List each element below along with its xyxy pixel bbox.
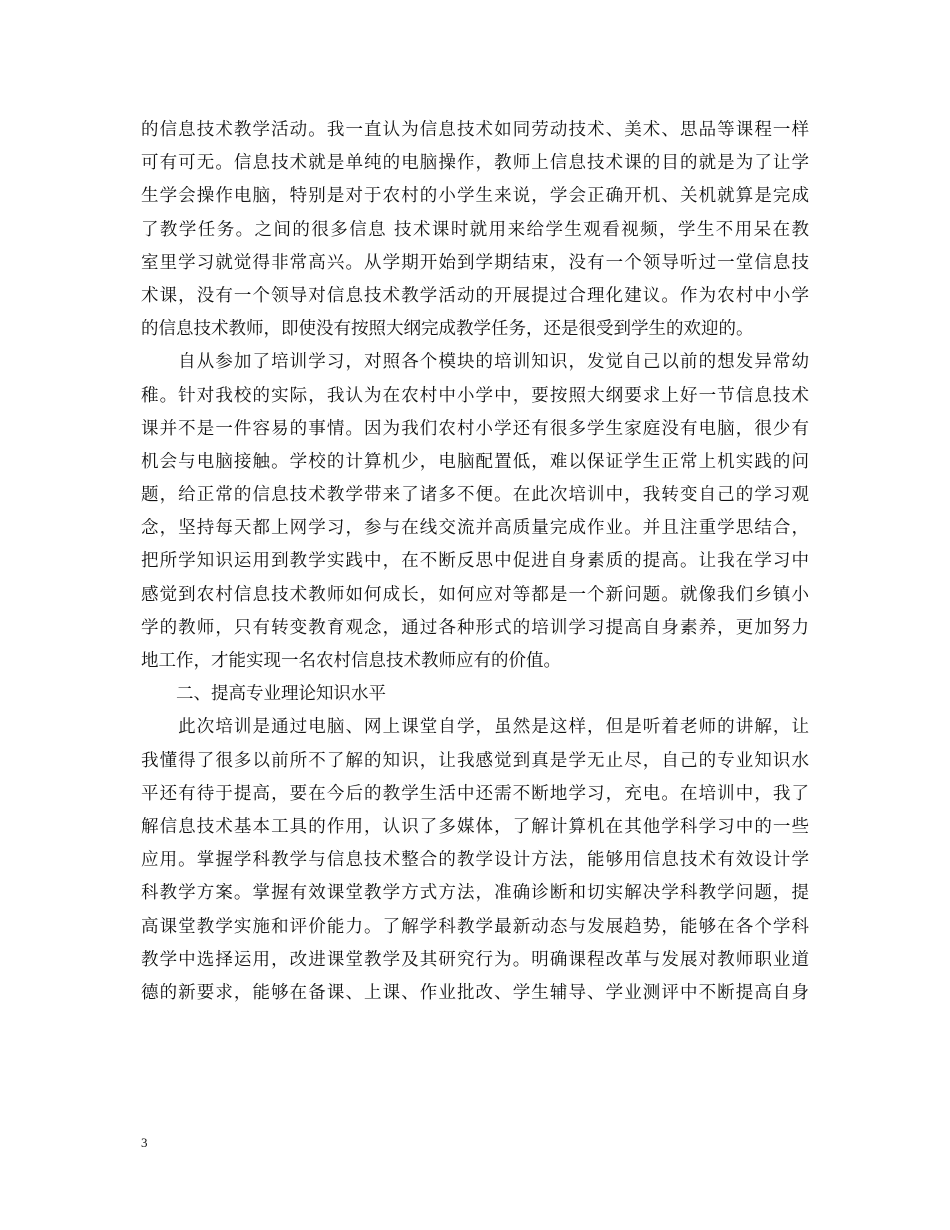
text-line: 可有可无。信息技术就是单纯的电脑操作，教师上信息技术课的目的就是为了让学 <box>141 153 809 174</box>
text-line: 术课，没有一个领导对信息技术教学活动的开展提过合理化建议。作为农村中小学 <box>141 285 809 306</box>
text-line: 念，坚持每天都上网学习，参与在线交流并高质量完成作业。并且注重学思结合， <box>141 518 809 539</box>
page-number: 3 <box>141 1135 148 1150</box>
text-line: 感觉到农村信息技术教师如何成长，如何应对等都是一个新问题。就像我们乡镇小 <box>141 584 809 605</box>
text-line: 平还有待于提高，要在今后的教学生活中还需不断地学习，充电。在培训中，我了 <box>141 783 809 804</box>
text-line: 把所学知识运用到教学实践中，在不断反思中促进自身素质的提高。让我在学习中 <box>141 551 809 572</box>
document-body <box>141 114 809 1010</box>
text-line: 德的新要求，能够在备课、上课、作业批改、学生辅导、学业测评中不断提高自身 <box>141 982 809 1003</box>
text-line: 二、提高专业理论知识水平 <box>141 684 386 705</box>
text-line: 生学会操作电脑，特别是对于农村的小学生来说，学会正确开机、关机就算是完成 <box>141 186 809 207</box>
text-line: 高课堂教学实施和评价能力。了解学科教学最新动态与发展趋势，能够在各个学科 <box>141 916 809 937</box>
text-line: 科教学方案。掌握有效课堂教学方式方法，准确诊断和切实解决学科教学问题，提 <box>141 883 809 904</box>
text-line: 室里学习就觉得非常高兴。从学期开始到学期结束，没有一个领导听过一堂信息技 <box>141 252 809 273</box>
text-line: 教学中选择运用，改进课堂教学及其研究行为。明确课程改革与发展对教师职业道 <box>141 949 809 970</box>
text-line: 学的教师，只有转变教育观念，通过各种形式的培训学习提高自身素养，更加努力 <box>141 617 809 638</box>
text-line: 的信息技术教师，即使没有按照大纲完成教学任务，还是很受到学生的欢迎的。 <box>141 319 754 340</box>
text-line: 题，给正常的信息技术教学带来了诸多不便。在此次培训中，我转变自己的学习观 <box>141 485 809 506</box>
text-line: 我懂得了很多以前所不了解的知识，让我感觉到真是学无止尽，自己的专业知识水 <box>141 750 809 771</box>
text-line: 的信息技术教学活动。我一直认为信息技术如同劳动技术、美术、思品等课程一样 <box>141 120 809 140</box>
text-line: 自从参加了培训学习，对照各个模块的培训知识，发觉自己以前的想发异常幼 <box>141 352 809 373</box>
text-line: 稚。针对我校的实际，我认为在农村中小学中，要按照大纲要求上好一节信息技术 <box>141 385 809 406</box>
text-line: 应用。掌握学科教学与信息技术整合的教学设计方法，能够用信息技术有效设计学 <box>141 850 809 871</box>
text-line: 课并不是一件容易的事情。因为我们农村小学还有很多学生家庭没有电脑，很少有 <box>141 418 809 439</box>
text-line: 此次培训是通过电脑、网上课堂自学，虽然是这样，但是听着老师的讲解，让 <box>141 717 809 738</box>
text-line: 机会与电脑接触。学校的计算机少，电脑配置低，难以保证学生正常上机实践的问 <box>141 451 809 472</box>
text-line: 解信息技术基本工具的作用，认识了多媒体，了解计算机在其他学科学习中的一些 <box>141 816 809 837</box>
text-line: 地工作，才能实现一名农村信息技术教师应有的价值。 <box>141 651 561 671</box>
text-line: 了教学任务。之间的很多信息 技术课时就用来给学生观看视频，学生不用呆在教 <box>141 219 809 240</box>
